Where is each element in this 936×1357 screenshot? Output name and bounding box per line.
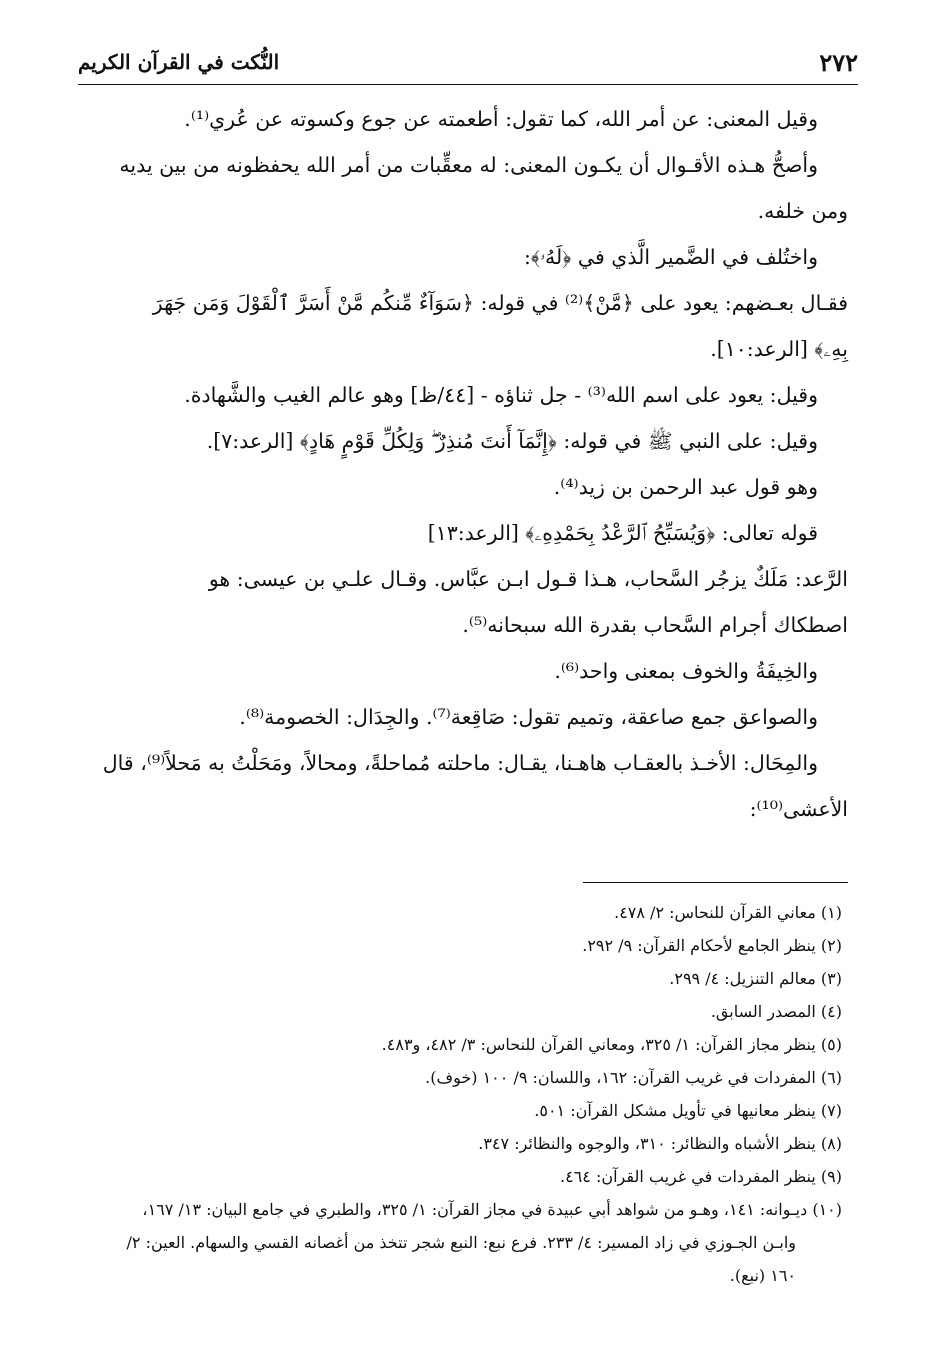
footnote: (١٠) ديـوانه: ١٤١، وهـو من شواهد أبي عبيدة في مجاز القرآن: ١/ ٣٢٥، والطبري في جامع البيان: ١٣/ ١٦٧،	[142, 1200, 842, 1219]
footnote: (٦) المفردات في غريب القرآن: ١٦٢، واللسان: ٩/ ١٠٠ (خوف).	[425, 1068, 842, 1087]
paragraph: بِهِۦ﴾ [الرعد:١٠].	[710, 337, 848, 361]
footnote: (١) معاني القرآن للنحاس: ٢/ ٤٧٨.	[614, 903, 842, 922]
paragraph: وهو قول عبد الرحمن بن زيد⁽⁴⁾.	[553, 475, 818, 499]
footnote-separator	[583, 882, 848, 883]
footnote: (٤) المصدر السابق.	[710, 1002, 842, 1021]
footnote-continuation: وابـن الجـوزي في زاد المسير: ٤/ ٢٣٣. فرع نبع: النبع شجر تتخذ من أغصانه القسي والسهام. العين: ٢/	[126, 1233, 796, 1252]
footnotes	[88, 896, 848, 1292]
paragraph: والصواعق جمع صاعقة، وتميم تقول: صَاقِعة⁽⁷⁾. والجِدَال: الخصومة⁽⁸⁾.	[239, 705, 818, 729]
footnote: (٣) معالم التنزيل: ٤/ ٢٩٩.	[669, 969, 842, 988]
page-number: ٢٧٢	[819, 48, 858, 77]
paragraph: قوله تعالى: ﴿وَيُسَبِّحُ ٱلرَّعْدُ بِحَمْدِهِۦ﴾ [الرعد:١٣]	[427, 521, 818, 545]
footnote: (٢) ينظر الجامع لأحكام القرآن: ٩/ ٢٩٢.	[582, 936, 842, 955]
footnote: (٧) ينظر معانيها في تأويل مشكل القرآن: ٥٠١.	[534, 1101, 842, 1120]
paragraph: فقـال بعـضهم: يعود على ﴿مَّنْ﴾⁽²⁾ في قوله: ﴿سَوَآءٌ مِّنكُم مَّنْ أَسَرَّ ٱلْقَوْلَ وَمَن جَهَرَ	[152, 291, 848, 315]
footnote: (٩) ينظر المفردات في غريب القرآن: ٤٦٤.	[559, 1167, 842, 1186]
paragraph: وأصحُّ هـذه الأقـوال أن يكـون المعنى: له معقِّبات من أمر الله يحفظونه من بين يديه	[119, 153, 818, 177]
paragraph: اصطكاك أجرام السَّحاب بقدرة الله سبحانه⁽⁵⁾.	[462, 613, 848, 637]
paragraph: الأعشى⁽¹⁰⁾:	[749, 797, 848, 821]
paragraph: ومن خلفه.	[757, 199, 848, 223]
page-header	[78, 44, 858, 85]
footnote: (٨) ينظر الأشباه والنظائر: ٣١٠، والوجوه والنظائر: ٣٤٧.	[478, 1134, 842, 1153]
main-text	[88, 96, 848, 832]
paragraph: الرَّعد: مَلَكٌ يزجُر السَّحاب، هـذا قـول ابـن عبَّاس. وقـال علـي بن عيسى: هو	[208, 567, 848, 591]
paragraph: وقيل: يعود على اسم الله⁽³⁾ - جل ثناؤه - [٤٤/ظ] وهو عالم الغيب والشَّهادة.	[184, 383, 818, 407]
footnote-continuation: ١٦٠ (نبع).	[729, 1266, 796, 1285]
paragraph: والمِحَال: الأخـذ بالعقـاب هاهـنا، يقـال: ماحلته مُماحلةً، ومحالاً، ومَحَلْتُ به مَحلاً⁽⁹⁾، قال	[102, 751, 818, 775]
paragraph: واختُلف في الضَّمير الَّذي في ﴿لَهُۥ﴾:	[523, 245, 818, 269]
paragraph: وقيل المعنى: عن أمر الله، كما تقول: أطعمته عن جوع وكسوته عن عُري⁽¹⁾.	[184, 107, 818, 131]
footnote: (٥) ينظر مجاز القرآن: ١/ ٣٢٥، ومعاني القرآن للنحاس: ٣/ ٤٨٢، و٤٨٣.	[381, 1035, 842, 1054]
paragraph: والخِيفَةُ والخوف بمعنى واحد⁽⁶⁾.	[554, 659, 818, 683]
paragraph: وقيل: على النبي ﷺ في قوله: ﴿إِنَّمَآ أَنتَ مُنذِرٌ ۖ وَلِكُلِّ قَوْمٍ هَادٍ﴾ [الرعد:٧].	[206, 429, 818, 453]
book-title: النُّكت في القرآن الكريم	[78, 50, 280, 74]
